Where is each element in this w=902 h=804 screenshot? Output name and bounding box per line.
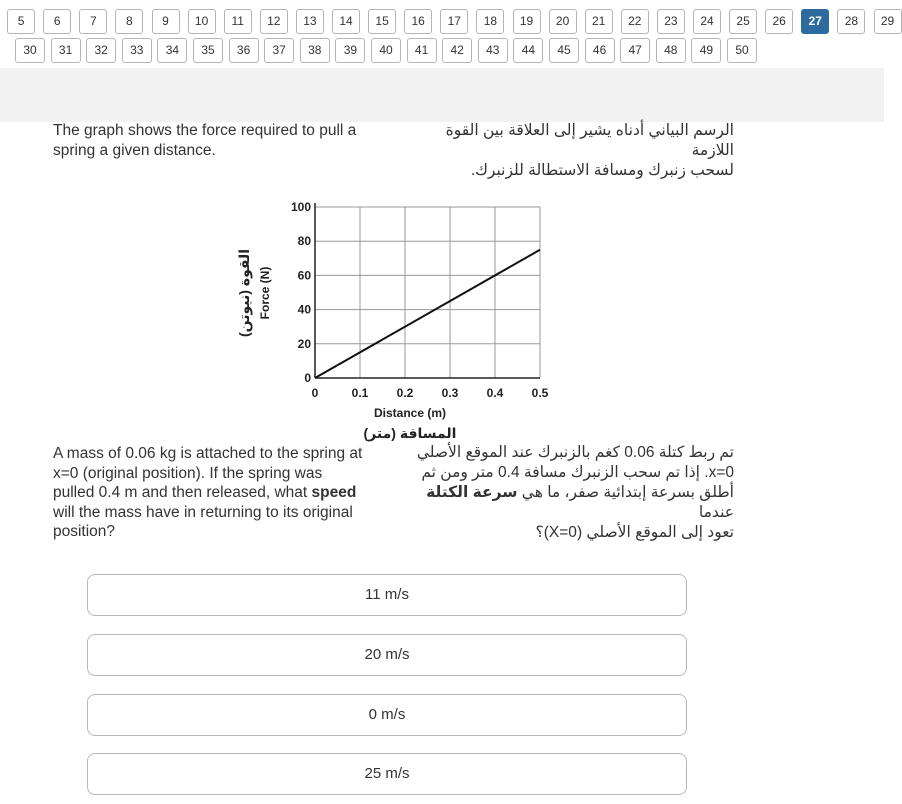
question-number-button[interactable]: 39 [335,38,365,63]
question-number-button[interactable]: 43 [478,38,508,63]
y-tick-label: 40 [297,302,311,317]
x-tick-label: 0.1 [351,386,369,400]
emphasis-speed: speed [311,484,357,501]
question-number-button[interactable]: 24 [693,9,721,34]
body-en-line: position? [53,523,116,540]
y-axis-label-arabic: القوة (نيوتن) [236,249,252,337]
question-number-button[interactable]: 29 [874,9,902,34]
question-number-button[interactable]: 16 [404,9,432,34]
question-number-button[interactable]: 50 [727,38,757,63]
answer-choice-a[interactable]: 11 m/s [87,574,687,616]
question-number-button[interactable]: 8 [115,9,143,34]
question-number-button[interactable]: 37 [264,38,294,63]
question-number-button[interactable]: 41 [407,38,437,63]
x-tick-label: 0.3 [441,386,459,400]
question-number-button[interactable]: 48 [656,38,686,63]
question-number-button[interactable]: 44 [513,38,543,63]
chart-series [315,250,540,378]
x-tick-label: 0.4 [486,386,504,400]
navigation-band [0,68,884,122]
y-tick-label: 60 [297,268,311,283]
question-body-english [53,444,383,542]
question-number-button[interactable]: 38 [300,38,330,63]
body-en-line: will the mass have in returning to its original [53,503,353,521]
question-number-button[interactable]: 23 [657,9,685,34]
answer-choice-c[interactable]: 0 m/s [87,694,687,736]
x-axis-ticks [312,386,549,400]
intro-en-line: The graph shows the force required to pull a [53,122,357,139]
question-number-button[interactable]: 28 [837,9,865,34]
force-distance-chart [225,190,565,445]
question-number-button[interactable]: 30 [15,38,45,63]
body-en-line: x=0 (original position). If the spring was [53,464,323,482]
question-intro-arabic [404,121,734,181]
intro-en-line: spring a given distance. [53,141,216,159]
question-number-button[interactable]: 47 [620,38,650,63]
question-number-button[interactable]: 15 [368,9,396,34]
question-number-button[interactable]: 26 [765,9,793,34]
chart-grid [315,207,540,378]
chart-axes [315,203,540,378]
body-en-text: pulled 0.4 m and then released, what [53,484,312,501]
question-number-button[interactable]: 27 [801,9,829,34]
question-number-button[interactable]: 18 [476,9,504,34]
answer-choice-d[interactable]: 25 m/s [87,753,687,795]
question-number-button[interactable]: 33 [122,38,152,63]
question-number-button[interactable]: 49 [691,38,721,63]
question-number-button[interactable]: 12 [260,9,288,34]
question-number-button[interactable]: 21 [585,9,613,34]
question-number-button[interactable]: 19 [513,9,541,34]
emphasis-speed-arabic: سرعة الكتلة [426,484,518,501]
body-en-line [53,483,383,503]
question-number-button[interactable]: 9 [152,9,180,34]
question-number-button[interactable]: 20 [549,9,577,34]
x-axis-label-arabic: المسافة (متر) [363,425,457,441]
question-number-button[interactable]: 17 [440,9,468,34]
question-body-arabic [404,443,734,543]
question-number-button[interactable]: 35 [193,38,223,63]
intro-ar-line: لسحب زنبرك ومسافة الاستطالة للزنبرك. [470,162,734,179]
x-axis-label: Distance (m) [373,406,447,420]
question-number-button[interactable]: 22 [621,9,649,34]
series-line-force [315,250,540,378]
question-number-button[interactable]: 34 [157,38,187,63]
y-tick-label: 80 [297,234,311,249]
y-axis-label: Force (N) [258,266,272,320]
question-number-button[interactable]: 25 [729,9,757,34]
question-number-button[interactable]: 31 [51,38,81,63]
question-number-button[interactable]: 11 [224,9,252,34]
x-tick-label: 0.2 [396,386,414,400]
body-ar-text: عندما [698,504,734,521]
y-tick-label: 0 [304,371,311,385]
y-tick-label: 100 [290,200,311,214]
question-number-button[interactable]: 10 [188,9,216,34]
question-number-button[interactable]: 42 [442,38,472,63]
question-number-button[interactable]: 6 [43,9,71,34]
question-number-button[interactable]: 13 [296,9,324,34]
answer-choice-b[interactable]: 20 m/s [87,634,687,676]
question-number-button[interactable]: 46 [585,38,615,63]
question-number-button[interactable]: 45 [549,38,579,63]
body-ar-line [404,483,734,523]
question-intro-english [53,121,383,160]
question-number-button[interactable]: 14 [332,9,360,34]
question-number-button[interactable]: 36 [229,38,259,63]
body-ar-text: أطلق بسرعة إبتدائية صفر، ما هي [517,484,734,501]
x-tick-label: 0 [311,386,319,400]
body-ar-line: تعود إلى الموقع الأصلي (X=0)؟ [535,524,734,541]
question-number-button[interactable]: 5 [7,9,35,34]
x-tick-label: 0.5 [531,386,549,400]
question-number-button[interactable]: 40 [371,38,401,63]
question-number-button[interactable]: 7 [79,9,107,34]
body-ar-line: x=0. إذا تم سحب الزنبرك مسافة 0.4 متر ومن ثم [421,464,734,481]
y-axis-ticks [291,200,311,385]
intro-ar-line: الرسم البياني أدناه يشير إلى العلاقة بين القوة اللازمة [445,122,734,159]
body-ar-line: تم ربط كتلة 0.06 كغم بالزنبرك عند الموقع الأصلي [416,444,734,461]
y-tick-label: 20 [297,336,311,351]
body-en-line: A mass of 0.06 kg is attached to the spring at [53,445,363,462]
question-number-button[interactable]: 32 [86,38,116,63]
question-navigation [0,0,895,120]
